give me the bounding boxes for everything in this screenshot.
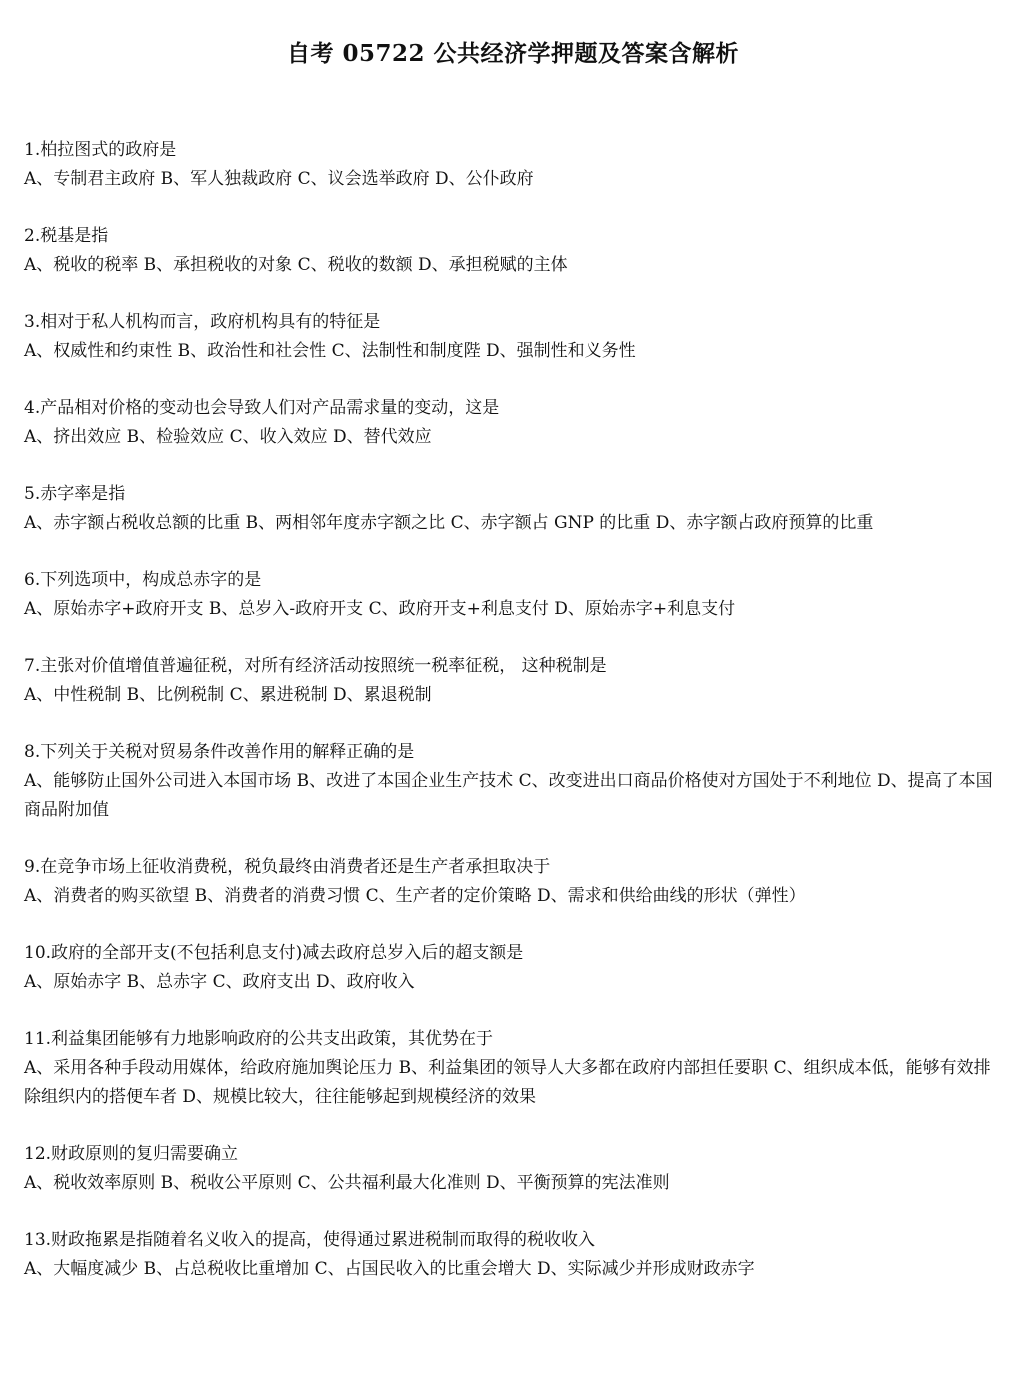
question-text: 7.主张对价值增值普遍征税，对所有经济活动按照统一税率征税， 这种税制是	[24, 656, 607, 676]
question-text: 10.政府的全部开支(不包括利息支付)减去政府总岁入后的超支额是	[24, 943, 524, 963]
question-item	[24, 738, 1002, 825]
question-options: A、权威性和约束性 B、政治性和社会性 C、法制性和制度陛 D、强制性和义务性	[24, 341, 636, 361]
page-title: 自考 05722 公共经济学押题及答案含解析	[286, 40, 740, 67]
question-item	[24, 394, 1002, 452]
question-text: 1.柏拉图式的政府是	[24, 140, 177, 160]
question-options: A、原始赤字+政府开支 B、总岁入-政府开支 C、政府开支+利息支付 D、原始赤字+利息支付	[24, 599, 736, 619]
question-item	[24, 566, 1002, 624]
question-item	[24, 939, 1002, 997]
question-list	[24, 136, 1002, 1284]
question-item	[24, 1226, 1002, 1284]
question-text: 11.利益集团能够有力地影响政府的公共支出政策，其优势在于	[24, 1029, 494, 1049]
question-item	[24, 308, 1002, 366]
question-options: A、采用各种手段动用媒体，给政府施加舆论压力 B、利益集团的领导人大多都在政府内部担任要职 C、组织成本低，能够有效排除组织内的搭便车者 D、规模比较大，往往能够起到规模经济的效果	[24, 1058, 991, 1107]
question-item	[24, 136, 1002, 194]
question-text: 13.财政拖累是指随着名义收入的提高，使得通过累进税制而取得的税收收入	[24, 1230, 596, 1250]
question-item	[24, 1025, 1002, 1112]
question-text: 8.下列关于关税对贸易条件改善作用的解释正确的是	[24, 742, 415, 762]
question-item	[24, 480, 1002, 538]
question-item	[24, 652, 1002, 710]
question-text: 2.税基是指	[24, 226, 109, 246]
question-options: A、税收效率原则 B、税收公平原则 C、公共福利最大化准则 D、平衡预算的宪法准则	[24, 1173, 670, 1193]
question-options: A、赤字额占税收总额的比重 B、两相邻年度赤字额之比 C、赤字额占 GNP 的比重 D、赤字额占政府预算的比重	[24, 513, 874, 533]
question-text: 3.相对于私人机构而言，政府机构具有的特征是	[24, 312, 381, 332]
question-text: 5.赤字率是指	[24, 484, 126, 504]
question-options: A、原始赤字 B、总赤字 C、政府支出 D、政府收入	[24, 972, 415, 992]
question-options: A、挤出效应 B、检验效应 C、收入效应 D、替代效应	[24, 427, 432, 447]
question-options: A、税收的税率 B、承担税收的对象 C、税收的数额 D、承担税赋的主体	[24, 255, 568, 275]
question-text: 6.下列选项中，构成总赤字的是	[24, 570, 262, 590]
question-options: A、专制君主政府 B、军人独裁政府 C、议会选举政府 D、公仆政府	[24, 169, 534, 189]
question-options: A、能够防止国外公司进入本国市场 B、改进了本国企业生产技术 C、改变进出口商品价格使对方国处于不利地位 D、提高了本国商品附加值	[24, 771, 993, 820]
question-text: 12.财政原则的复归需要确立	[24, 1144, 239, 1164]
question-options: A、消费者的购买欲望 B、消费者的消费习惯 C、生产者的定价策略 D、需求和供给曲线的形状（弹性）	[24, 886, 806, 906]
question-text: 4.产品相对价格的变动也会导致人们对产品需求量的变动，这是	[24, 398, 500, 418]
question-options: A、大幅度减少 B、占总税收比重增加 C、占国民收入的比重会增大 D、实际减少并形成财政赤字	[24, 1259, 755, 1279]
question-options: A、中性税制 B、比例税制 C、累进税制 D、累退税制	[24, 685, 432, 705]
question-item	[24, 853, 1002, 911]
question-text: 9.在竞争市场上征收消费税，税负最终由消费者还是生产者承担取决于	[24, 857, 551, 877]
question-item	[24, 222, 1002, 280]
question-item	[24, 1140, 1002, 1198]
